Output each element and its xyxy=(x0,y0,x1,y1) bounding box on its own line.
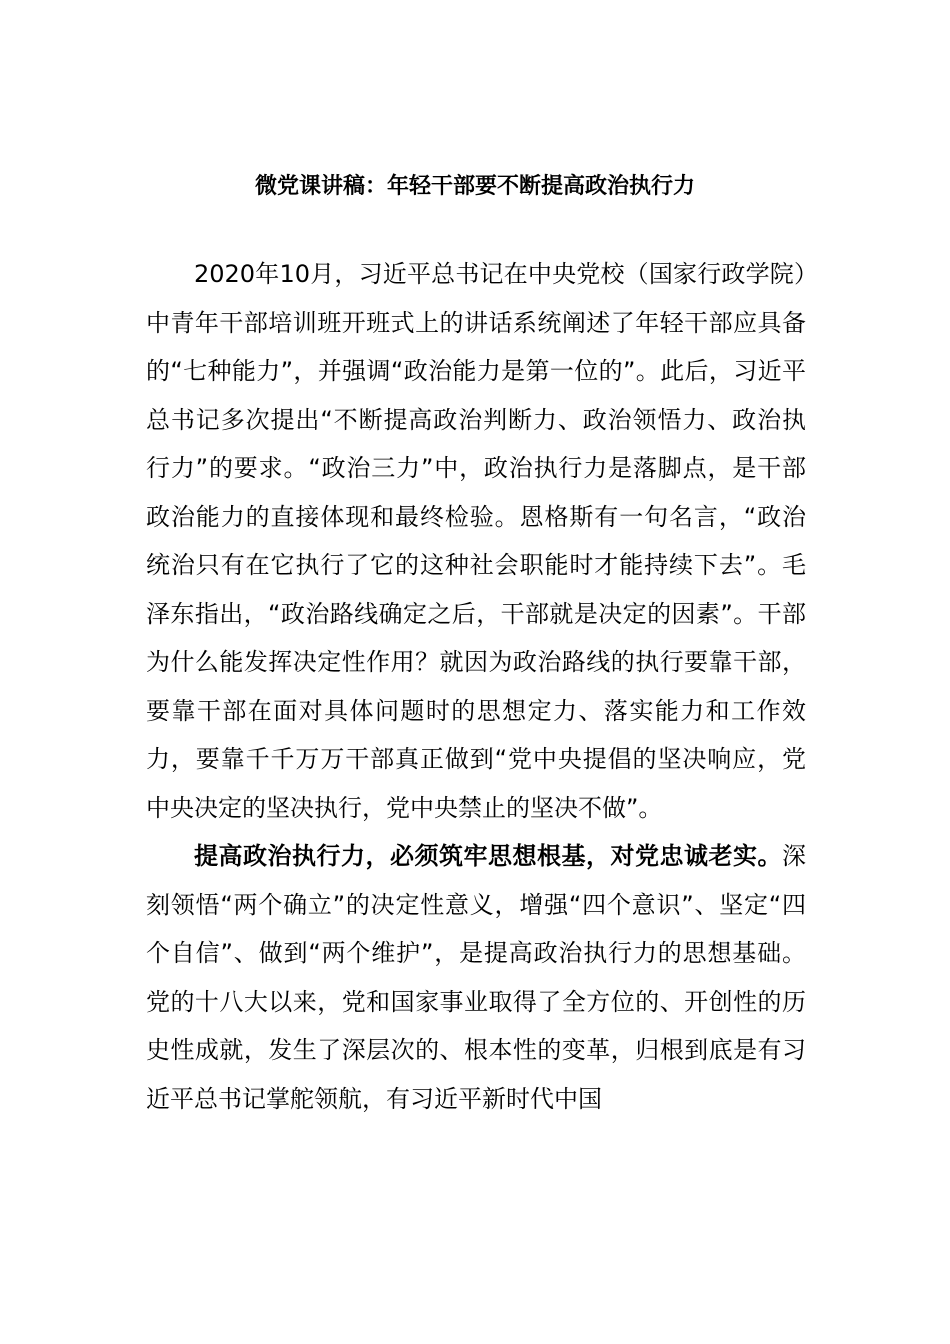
paragraph-1 xyxy=(146,250,806,832)
paragraph-1-text: 2020年10月，习近平总书记在中央党校（国家行政学院）中青年干部培训班开班式上的讲话系统阐述了年轻干部应具备的“七种能力”，并强调“政治能力是第一位的”。此后，习近平总书记多次提出“不断提高政治判断力、政治领悟力、政治执行力”的要求。“政治三力”中，政治执行力是落脚点，是干部政治能力的直接体现和最终检验。恩格斯有一句名言，“政治统治只有在它执行了它的这种社会职能时才能持续下去”。毛泽东指出，“政治路线确定之后，干部就是决定的因素”。干部为什么能发挥决定性作用？就因为政治路线的执行要靠干部，要靠干部在面对具体问题时的思想定力、落实能力和工作效力，要靠千千万万干部真正做到“党中央提倡的坚决响应，党中央决定的坚决执行，党中央禁止的坚决不做”。 xyxy=(146,260,806,822)
document-body xyxy=(146,250,806,1123)
paragraph-2 xyxy=(146,832,806,1123)
paragraph-2-lead: 提高政治执行力，必须筑牢思想根基，对党忠诚老实。 xyxy=(194,842,782,870)
paragraph-2-text: 深刻领悟“两个确立”的决定性意义，增强“四个意识”、坚定“四个自信”、做到“两个维护”，是提高政治执行力的思想基础。党的十八大以来，党和国家事业取得了全方位的、开创性的历史性成就，发生了深层次的、根本性的变革，归根到底是有习近平总书记掌舵领航，有习近平新时代中国 xyxy=(146,842,806,1113)
document-title: 微党课讲稿：年轻干部要不断提高政治执行力 xyxy=(254,174,695,199)
